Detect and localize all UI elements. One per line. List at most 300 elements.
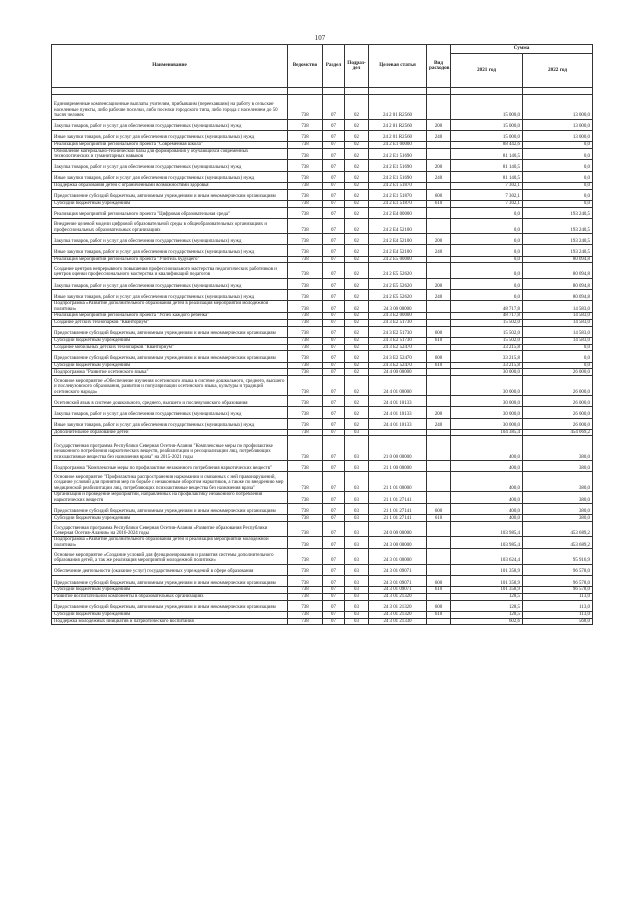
cell-name: Предоставление субсидий бюджетным, автономным учреждениям и иным некоммерческим организациям: [52, 600, 288, 611]
cell-dept: 738: [288, 492, 323, 504]
cell-dept: 738: [288, 396, 323, 407]
cell-dept: 738: [288, 460, 323, 471]
cell-2022: 0,0: [523, 148, 593, 160]
cell-dept: 738: [288, 418, 323, 429]
cell-subsection: 03: [345, 460, 369, 471]
cell-section: 07: [323, 618, 345, 625]
cell-2022: 113,0: [523, 611, 593, 618]
cell-name: Субсидии бюджетным учреждениям: [52, 586, 288, 593]
cell-name: Закупка товаров, работ и услуг для обеспечения государственных (муниципальных) нужд: [52, 160, 288, 171]
cell-exp-type: [427, 95, 451, 120]
cell-2021: 48 717,8: [451, 301, 523, 313]
header-2021: 2021 год: [451, 54, 523, 88]
cell-section: 07: [323, 200, 345, 207]
table-row: [52, 245, 593, 256]
cell-name: Иные закупки товаров, работ и услуг для обеспечения государственных (муниципальных) нужд: [52, 130, 288, 141]
cell-subsection: 02: [345, 337, 369, 344]
cell-subsection: 03: [345, 436, 369, 461]
cell-dept: 738: [288, 586, 323, 593]
cell-section: 07: [323, 218, 345, 233]
cell-name: Дополнительное образование детей: [52, 429, 288, 436]
cell-dept: 738: [288, 344, 323, 351]
cell-target: 24 2 E5 00000: [369, 256, 427, 263]
table-row: [52, 141, 593, 148]
cell-subsection: 03: [345, 472, 369, 492]
cell-target: 24 3 00 00000: [369, 301, 427, 313]
cell-section: 07: [323, 326, 345, 337]
cell-exp-type: [427, 369, 451, 376]
cell-section: 07: [323, 234, 345, 245]
cell-2021: 400,0: [451, 460, 523, 471]
cell-name: Единовременные компенсационные выплаты учителям, прибывшим (переехавшим) на работу в сельские населенные пункты, либо рабочие поселки, либо поселки городского типа, либо города с населением до 50 тысяч человек: [52, 95, 288, 120]
cell-name: Осетинский язык в системе дошкольного, среднего, высшего и послевузовского образования: [52, 396, 288, 407]
cell-2022: 568,0: [523, 618, 593, 625]
cell-subsection: 02: [345, 234, 369, 245]
cell-dept: 738: [288, 521, 323, 536]
cell-name: Поддержка молодежных инициатив и патриотического воспитания: [52, 618, 288, 625]
cell-exp-type: 610: [427, 586, 451, 593]
cell-name: Подпрограмма "Развитие осетинского языка": [52, 369, 288, 376]
cell-exp-type: 240: [427, 171, 451, 182]
cell-name: Подпрограмма «Развитие дополнительного образования детей в реализация мероприятий молодежной политики»: [52, 301, 288, 313]
cell-2022: 96 578,0: [523, 575, 593, 586]
cell-section: 07: [323, 472, 345, 492]
cell-section: 07: [323, 537, 345, 549]
cell-dept: 738: [288, 407, 323, 418]
header-target: Целевая статья: [369, 45, 427, 88]
cell-2021: 81 140,5: [451, 148, 523, 160]
cell-name: Субсидии бюджетным учреждениям: [52, 337, 288, 344]
cell-2022: 14 583,0: [523, 337, 593, 344]
cell-name: Развитие воспитательной компоненты в образовательных организациях: [52, 593, 288, 600]
cell-exp-type: [427, 472, 451, 492]
cell-subsection: 02: [345, 245, 369, 256]
cell-subsection: 02: [345, 351, 369, 362]
cell-section: 07: [323, 319, 345, 326]
cell-subsection: 02: [345, 207, 369, 218]
cell-target: 21 1 01 00000: [369, 472, 427, 492]
cell-2021: 400,0: [451, 492, 523, 504]
cell-name: Создание мобильных детских технопарков "Кванториум": [52, 344, 288, 351]
cell-section: 07: [323, 376, 345, 396]
cell-subsection: 02: [345, 160, 369, 171]
cell-target: 24 3 01 09071: [369, 564, 427, 575]
cell-2022: 0,0: [523, 351, 593, 362]
table-row: [52, 537, 593, 549]
table-row: [52, 369, 593, 376]
cell-section: 07: [323, 564, 345, 575]
cell-subsection: 02: [345, 344, 369, 351]
cell-section: 07: [323, 141, 345, 148]
cell-2021: 101 358,9: [451, 564, 523, 575]
cell-exp-type: [427, 319, 451, 326]
cell-exp-type: 240: [427, 289, 451, 300]
cell-section: 07: [323, 312, 345, 319]
cell-dept: 738: [288, 369, 323, 376]
cell-subsection: 03: [345, 564, 369, 575]
cell-section: 07: [323, 171, 345, 182]
cell-2021: 101 358,9: [451, 575, 523, 586]
table-header: [52, 45, 593, 95]
cell-dept: 738: [288, 503, 323, 514]
cell-exp-type: [427, 141, 451, 148]
cell-name: Субсидии бюджетным учреждениям: [52, 611, 288, 618]
cell-subsection: 02: [345, 182, 369, 189]
cell-2021: 15 000,0: [451, 95, 523, 120]
cell-2021: 81 140,5: [451, 171, 523, 182]
cell-target: 24 2 E1 51690: [369, 160, 427, 171]
cell-name: Закупка товаров, работ и услуг для обеспечения государственных (муниципальных) нужд: [52, 234, 288, 245]
cell-section: 07: [323, 207, 345, 218]
table-row: [52, 472, 593, 492]
cell-target: 24 2 E1 51690: [369, 171, 427, 182]
table-row: [52, 611, 593, 618]
cell-name: Поддержка образования детей с ограниченными возможностями здоровья: [52, 182, 288, 189]
cell-2022: 26 000,0: [523, 407, 593, 418]
cell-dept: 738: [288, 218, 323, 233]
cell-subsection: 02: [345, 326, 369, 337]
cell-name: Организация и проведение мероприятий, направленных на профилактику незаконного потребления наркотических веществ: [52, 492, 288, 504]
cell-section: 07: [323, 396, 345, 407]
cell-subsection: 03: [345, 503, 369, 514]
cell-subsection: 03: [345, 611, 369, 618]
table-row: [52, 278, 593, 289]
cell-2021: 15 000,0: [451, 119, 523, 130]
cell-dept: 738: [288, 611, 323, 618]
table-row: [52, 515, 593, 522]
cell-section: 07: [323, 263, 345, 278]
cell-exp-type: 200: [427, 278, 451, 289]
cell-name: Закупка товаров, работ и услуг для обеспечения государственных (муниципальных) нужд: [52, 407, 288, 418]
cell-exp-type: [427, 218, 451, 233]
table-row: [52, 521, 593, 536]
cell-section: 07: [323, 436, 345, 461]
table-row: [52, 564, 593, 575]
cell-target: 24 3 E2 52470: [369, 351, 427, 362]
cell-section: 07: [323, 130, 345, 141]
cell-2021: 0,0: [451, 234, 523, 245]
cell-section: 07: [323, 245, 345, 256]
cell-target: 24 4 01 10133: [369, 407, 427, 418]
cell-name: Субсидии бюджетным учреждениям: [52, 515, 288, 522]
cell-dept: 738: [288, 472, 323, 492]
cell-dept: 738: [288, 207, 323, 218]
cell-2021: 0,0: [451, 278, 523, 289]
cell-dept: 738: [288, 278, 323, 289]
cell-section: 07: [323, 503, 345, 514]
cell-2021: 48 717,8: [451, 312, 523, 319]
cell-target: 24 2 E4 52100: [369, 218, 427, 233]
cell-exp-type: 610: [427, 362, 451, 369]
cell-dept: 738: [288, 141, 323, 148]
cell-dept: 738: [288, 189, 323, 200]
cell-section: 07: [323, 407, 345, 418]
cell-section: 07: [323, 492, 345, 504]
cell-target: 21 0 00 00000: [369, 436, 427, 461]
cell-target: 24 2 E4 00000: [369, 207, 427, 218]
cell-exp-type: [427, 618, 451, 625]
cell-exp-type: 240: [427, 245, 451, 256]
table-row: [52, 351, 593, 362]
cell-exp-type: 610: [427, 200, 451, 207]
cell-2022: 0,0: [523, 344, 593, 351]
cell-2022: 26 000,0: [523, 369, 593, 376]
cell-2021: 7 302,1: [451, 182, 523, 189]
header-section: Раздел: [323, 45, 345, 88]
cell-exp-type: [427, 376, 451, 396]
cell-2022: 453 689,2: [523, 537, 593, 549]
cell-2022: 0,0: [523, 141, 593, 148]
cell-2022: 95 916,9: [523, 549, 593, 564]
cell-target: 24 2 E4 52100: [369, 245, 427, 256]
cell-section: 07: [323, 369, 345, 376]
cell-2022: 380,0: [523, 436, 593, 461]
table-body: [52, 95, 593, 625]
cell-name: Основное мероприятие "Профилактика распространения наркомании и связанных с ней правонарушений, создание условий для принятия мер по борьбе с незаконным оборотом наркотиков, а также по внедрению мер медицинской реабилитации лиц, потребляющих психоактивные вещества без назначения врача": [52, 472, 288, 492]
cell-2021: 0,0: [451, 289, 523, 300]
cell-2022: 26 000,0: [523, 396, 593, 407]
cell-2021: 0,0: [451, 256, 523, 263]
cell-subsection: 02: [345, 362, 369, 369]
cell-2022: 13 000,0: [523, 119, 593, 130]
cell-target: 24 2 E1 51870: [369, 189, 427, 200]
cell-dept: 738: [288, 119, 323, 130]
table-row: [52, 600, 593, 611]
cell-dept: 738: [288, 376, 323, 396]
cell-subsection: 03: [345, 537, 369, 549]
cell-section: 07: [323, 600, 345, 611]
cell-section: 07: [323, 515, 345, 522]
cell-2021: 30 000,0: [451, 376, 523, 396]
cell-name: Субсидии бюджетным учреждениям: [52, 362, 288, 369]
cell-2022: 0,0: [523, 200, 593, 207]
table-row: [52, 618, 593, 625]
cell-target: 24 3 E2 00000: [369, 312, 427, 319]
cell-target: 21 1 01 27141: [369, 503, 427, 514]
cell-section: 07: [323, 593, 345, 600]
cell-target: 24 3 01 21320: [369, 600, 427, 611]
cell-2021: 30 000,0: [451, 407, 523, 418]
cell-2021: 128,5: [451, 593, 523, 600]
cell-name: Закупка товаров, работ и услуг для обеспечения государственных (муниципальных) нужд: [52, 278, 288, 289]
cell-exp-type: [427, 207, 451, 218]
cell-target: 24 3 E2 52470: [369, 344, 427, 351]
cell-name: Субсидии бюджетным учреждениям: [52, 200, 288, 207]
cell-2022: 113,0: [523, 593, 593, 600]
cell-2022: 193 240,5: [523, 245, 593, 256]
cell-subsection: 03: [345, 492, 369, 504]
cell-target: 24 3 00 00000: [369, 537, 427, 549]
cell-exp-type: 600: [427, 326, 451, 337]
table-row: [52, 429, 593, 436]
cell-name: Создание детских технопарков "Кванториум": [52, 319, 288, 326]
table-row: [52, 289, 593, 300]
cell-name: Предоставление субсидий бюджетным, автономным учреждениям и иным некоммерческим организациям: [52, 351, 288, 362]
cell-2021: 15 502,0: [451, 337, 523, 344]
cell-name: Обновление материально-технической базы для формирования у обучающихся современных технологических и гуманитарных навыков: [52, 148, 288, 160]
cell-2021: 33 215,8: [451, 362, 523, 369]
cell-target: 24 2 E5 52620: [369, 263, 427, 278]
cell-dept: 738: [288, 160, 323, 171]
cell-2021: 88 442,6: [451, 141, 523, 148]
cell-subsection: 02: [345, 376, 369, 396]
cell-dept: 738: [288, 351, 323, 362]
cell-exp-type: [427, 263, 451, 278]
cell-2021: 81 140,5: [451, 160, 523, 171]
table-row: [52, 418, 593, 429]
cell-subsection: 03: [345, 600, 369, 611]
cell-2021: 0,0: [451, 263, 523, 278]
cell-dept: 738: [288, 130, 323, 141]
cell-dept: 738: [288, 600, 323, 611]
cell-2022: 80 094,8: [523, 263, 593, 278]
cell-subsection: 03: [345, 429, 369, 436]
table-row: [52, 182, 593, 189]
cell-target: 24 3 01 09071: [369, 575, 427, 586]
cell-2021: 7 302,1: [451, 189, 523, 200]
table-row: [52, 396, 593, 407]
cell-subsection: 03: [345, 618, 369, 625]
table-row: [52, 130, 593, 141]
table-row: [52, 376, 593, 396]
cell-2021: 128,5: [451, 600, 523, 611]
cell-target: [369, 429, 427, 436]
cell-name: Закупка товаров, работ и услуг для обеспечения государственных (муниципальных) нужд: [52, 119, 288, 130]
cell-target: 24 3 01 09071: [369, 586, 427, 593]
cell-target: 24 3 01 21320: [369, 593, 427, 600]
cell-2021: 15 502,0: [451, 319, 523, 326]
cell-subsection: 02: [345, 256, 369, 263]
cell-name: Реализация мероприятий регионального проекта "Современная школа": [52, 141, 288, 148]
cell-subsection: 02: [345, 171, 369, 182]
cell-2021: 15 000,0: [451, 130, 523, 141]
cell-subsection: 02: [345, 218, 369, 233]
cell-2022: 0,0: [523, 160, 593, 171]
cell-2021: 30 000,0: [451, 396, 523, 407]
cell-2022: 14 583,0: [523, 326, 593, 337]
cell-dept: 738: [288, 537, 323, 549]
cell-2022: 14 583,0: [523, 301, 593, 313]
cell-2021: 400,0: [451, 503, 523, 514]
cell-dept: 738: [288, 436, 323, 461]
table-row: [52, 337, 593, 344]
cell-target: 24 4 00 00000: [369, 369, 427, 376]
cell-subsection: 03: [345, 549, 369, 564]
cell-target: 24 3 01 21320: [369, 611, 427, 618]
table-row: [52, 301, 593, 313]
cell-subsection: 02: [345, 119, 369, 130]
header-2022: 2022 год: [523, 54, 593, 88]
cell-2021: 33 215,8: [451, 351, 523, 362]
cell-2022: 80 094,8: [523, 256, 593, 263]
cell-target: 24 2 E5 52620: [369, 278, 427, 289]
cell-section: 07: [323, 189, 345, 200]
cell-subsection: 03: [345, 575, 369, 586]
table-row: [52, 263, 593, 278]
table-row: [52, 407, 593, 418]
cell-target: 24 3 E2 52470: [369, 362, 427, 369]
cell-2021: 0,0: [451, 218, 523, 233]
cell-2022: 0,0: [523, 182, 593, 189]
cell-2021: 128,5: [451, 611, 523, 618]
cell-2021: 0,0: [451, 207, 523, 218]
table-row: [52, 436, 593, 461]
cell-2021: 15 502,0: [451, 326, 523, 337]
cell-2022: 113,0: [523, 600, 593, 611]
cell-dept: 738: [288, 549, 323, 564]
table-row: [52, 189, 593, 200]
cell-2022: 14 583,0: [523, 319, 593, 326]
cell-2021: 7 302,1: [451, 200, 523, 207]
table-row: [52, 575, 593, 586]
cell-2021: 103 985,4: [451, 521, 523, 536]
cell-target: 24 2 01 R2560: [369, 119, 427, 130]
cell-exp-type: 200: [427, 234, 451, 245]
cell-target: 24 2 01 R2560: [369, 95, 427, 120]
cell-section: 07: [323, 418, 345, 429]
cell-exp-type: 200: [427, 160, 451, 171]
cell-dept: 738: [288, 593, 323, 600]
cell-2021: 103 624,4: [451, 549, 523, 564]
cell-2022: 96 578,0: [523, 586, 593, 593]
cell-2022: 26 000,0: [523, 376, 593, 396]
cell-target: 24 2 E1 51870: [369, 200, 427, 207]
table-row: [52, 326, 593, 337]
table-row: [52, 549, 593, 564]
cell-subsection: 02: [345, 301, 369, 313]
cell-name: Государственная программа Республики Северная Осетия-Алания "Комплексные меры по профилактике незаконного потребления наркотических веществ, реабилитации и ресоциализации лиц, потребляющих психоактивные вещества без назначения врача" на 2015-2021 годы: [52, 436, 288, 461]
cell-2022: 80 094,8: [523, 289, 593, 300]
cell-exp-type: [427, 549, 451, 564]
table-row: [52, 586, 593, 593]
cell-section: 07: [323, 521, 345, 536]
cell-name: Обеспечение деятельности (оказание услуг) государственных учреждений в сфере образования: [52, 564, 288, 575]
cell-target: 24 4 01 10133: [369, 396, 427, 407]
cell-dept: 738: [288, 263, 323, 278]
cell-2021: 33 215,8: [451, 344, 523, 351]
cell-subsection: 02: [345, 396, 369, 407]
cell-2022: 193 240,5: [523, 234, 593, 245]
cell-name: Иные закупки товаров, работ и услуг для обеспечения государственных (муниципальных) нужд: [52, 418, 288, 429]
cell-target: 24 2 E4 52100: [369, 234, 427, 245]
cell-subsection: 02: [345, 189, 369, 200]
table-row: [52, 312, 593, 319]
table-row: [52, 460, 593, 471]
cell-2022: 14 583,0: [523, 312, 593, 319]
cell-target: 21 1 01 27141: [369, 492, 427, 504]
cell-target: 24 3 E2 51730: [369, 319, 427, 326]
cell-2022: 380,0: [523, 503, 593, 514]
cell-exp-type: [427, 182, 451, 189]
cell-subsection: 02: [345, 407, 369, 418]
cell-section: 07: [323, 429, 345, 436]
table-row: [52, 95, 593, 120]
cell-dept: 738: [288, 618, 323, 625]
cell-subsection: 03: [345, 515, 369, 522]
table-row: [52, 148, 593, 160]
cell-2022: 380,0: [523, 492, 593, 504]
cell-name: Основное мероприятие «Обеспечение изучения осетинского языка в системе дошкольного, среднего, высшего и послевузовского образования, развития и популяризации осетинского языка, культуры и традиций осетинского народа»: [52, 376, 288, 396]
cell-2022: 0,0: [523, 362, 593, 369]
cell-exp-type: [427, 396, 451, 407]
cell-exp-type: 200: [427, 407, 451, 418]
cell-name: Подпрограмма "Комплексные меры по профилактике незаконного потребления наркотических веществ": [52, 460, 288, 471]
table-row: [52, 503, 593, 514]
cell-section: 07: [323, 549, 345, 564]
cell-section: 07: [323, 575, 345, 586]
cell-exp-type: 610: [427, 337, 451, 344]
table-row: [52, 200, 593, 207]
